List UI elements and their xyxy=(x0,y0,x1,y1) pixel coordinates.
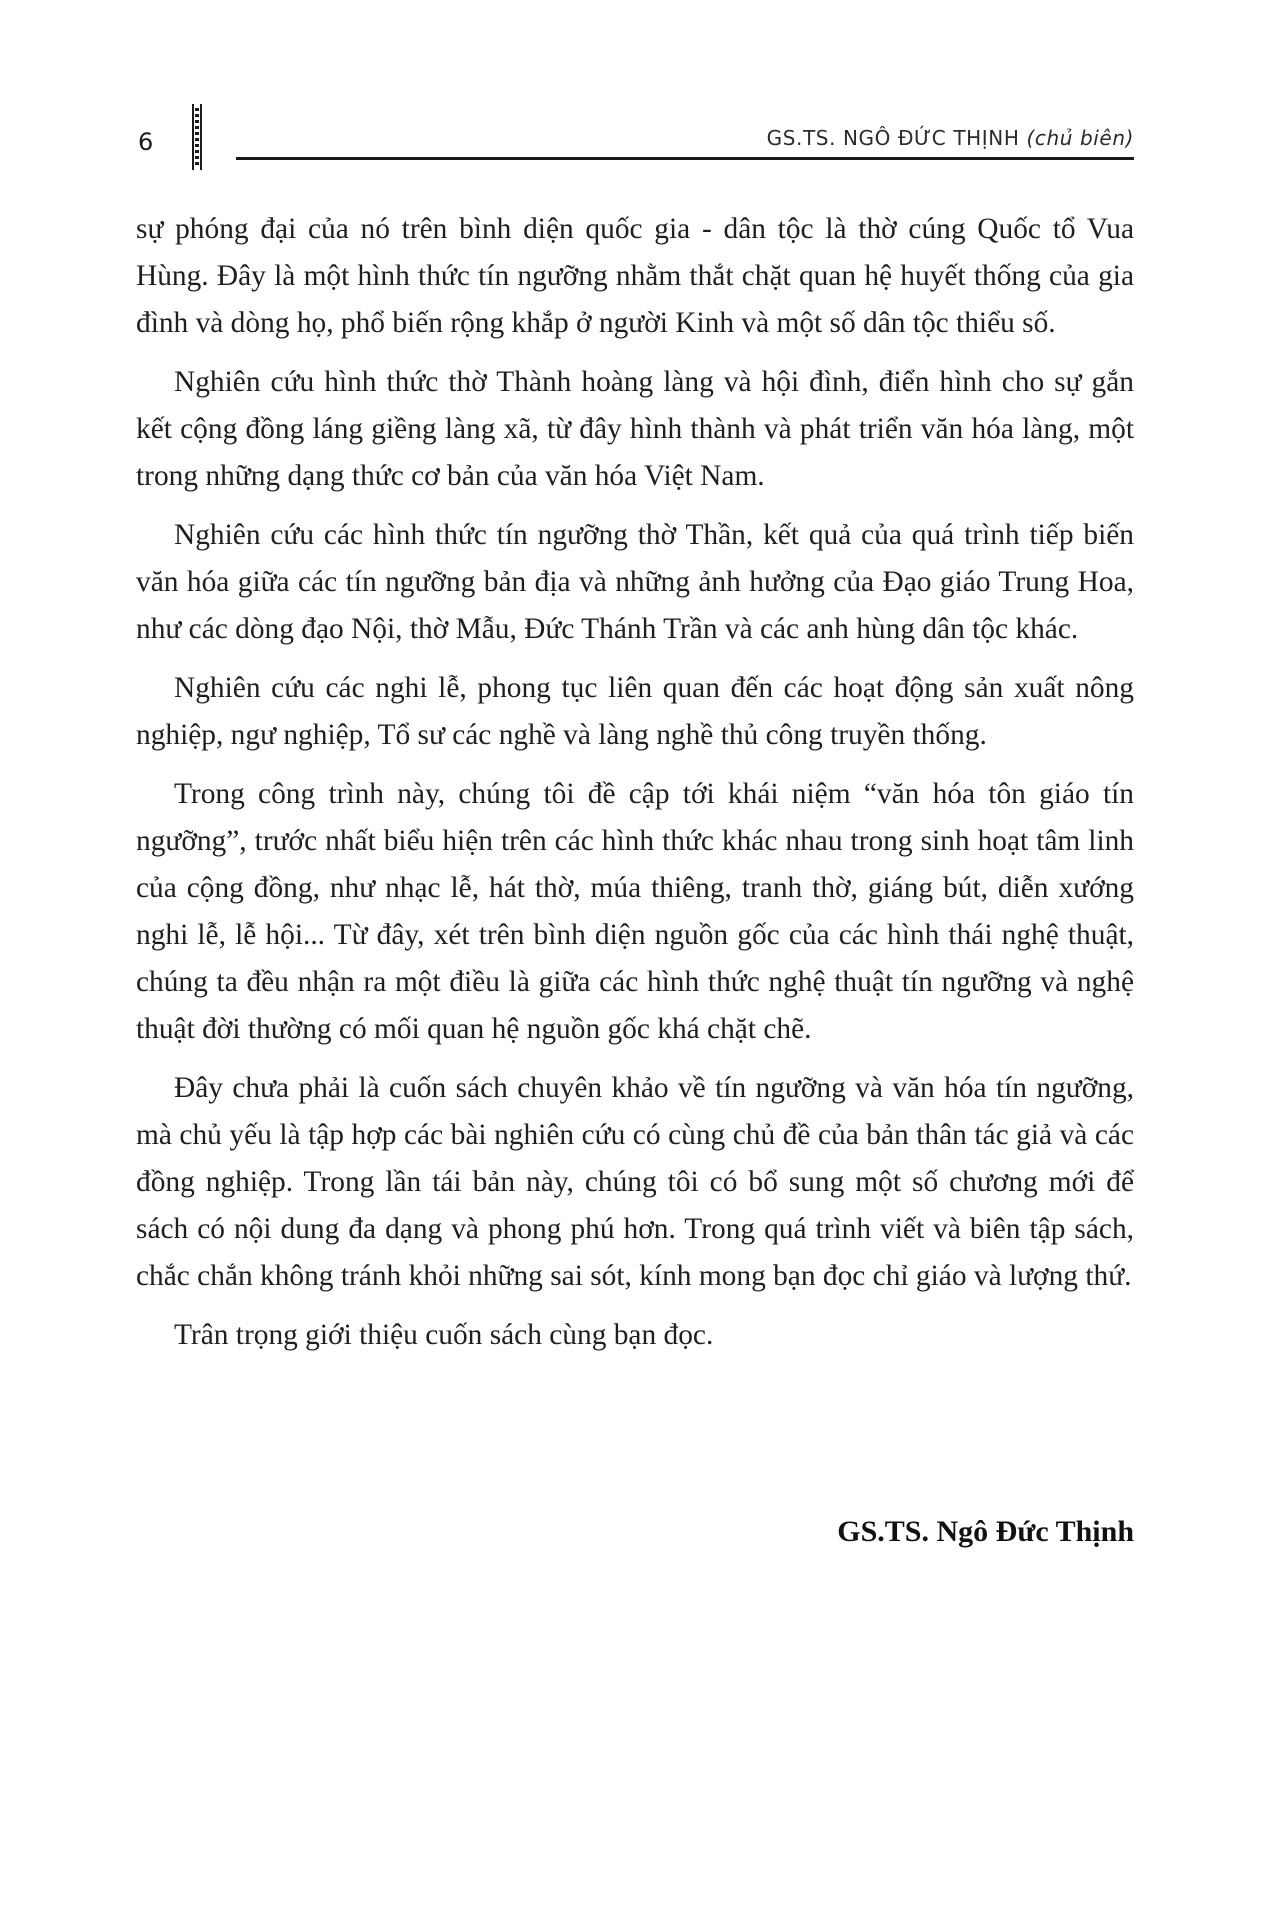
author-signature: GS.TS. Ngô Đức Thịnh xyxy=(837,1515,1134,1548)
header-rule xyxy=(236,157,1134,160)
paragraph-1: sự phóng đại của nó trên bình diện quốc gia - dân tộc là thờ cúng Quốc tổ Vua Hùng. Đây là một hình thức tín ngưỡng nhằm thắt chặt quan hệ huyết thống của gia đình và dòng họ, phổ biến rộng khắp ở người Kinh và một số dân tộc thiểu số. xyxy=(136,213,1134,339)
paragraph-3: Nghiên cứu các hình thức tín ngưỡng thờ Thần, kết quả của quá trình tiếp biến văn hóa giữa các tín ngưỡng bản địa và những ảnh hưởng của Đạo giáo Trung Hoa, như các dòng đạo Nội, thờ Mẫu, Đức Thánh Trần và các anh hùng dân tộc khác. xyxy=(136,519,1134,645)
paragraph-4: Nghiên cứu các nghi lễ, phong tục liên quan đến các hoạt động sản xuất nông nghiệp, ngư nghiệp, Tổ sư các nghề và làng nghề thủ công truyền thống. xyxy=(136,672,1134,751)
page-number: 6 xyxy=(138,128,154,156)
paragraph-2: Nghiên cứu hình thức thờ Thành hoàng làng và hội đình, điển hình cho sự gắn kết cộng đồng láng giềng làng xã, từ đây hình thành và phát triển văn hóa làng, một trong những dạng thức cơ bản của văn hóa Việt Nam. xyxy=(136,366,1134,492)
running-head xyxy=(767,126,1134,150)
running-head-editor-note: (chủ biên) xyxy=(1026,126,1134,150)
paragraph-7: Trân trọng giới thiệu cuốn sách cùng bạn đọc. xyxy=(174,1319,714,1351)
header-ornament xyxy=(192,104,202,170)
body-text xyxy=(136,206,1134,1371)
running-head-author: GS.TS. NGÔ ĐỨC THỊNH xyxy=(766,126,1020,150)
paragraph-5: Trong công trình này, chúng tôi đề cập tới khái niệm “văn hóa tôn giáo tín ngưỡng”, trước nhất biểu hiện trên các hình thức khác nhau trong sinh hoạt tâm linh của cộng đồng, như nhạc lễ, hát thờ, múa thiêng, tranh thờ, giáng bút, diễn xướng nghi lễ, lễ hội... Từ đây, xét trên bình diện nguồn gốc của các hình thái nghệ thuật, chúng ta đều nhận ra một điều là giữa các hình thức nghệ thuật tín ngưỡng và nghệ thuật đời thường có mối quan hệ nguồn gốc khá chặt chẽ. xyxy=(136,778,1134,1045)
paragraph-6: Đây chưa phải là cuốn sách chuyên khảo về tín ngưỡng và văn hóa tín ngưỡng, mà chủ yếu là tập hợp các bài nghiên cứu có cùng chủ đề của bản thân tác giả và các đồng nghiệp. Trong lần tái bản này, chúng tôi có bổ sung một số chương mới để sách có nội dung đa dạng và phong phú hơn. Trong quá trình viết và biên tập sách, chắc chắn không tránh khỏi những sai sót, kính mong bạn đọc chỉ giáo và lượng thứ. xyxy=(136,1072,1134,1292)
